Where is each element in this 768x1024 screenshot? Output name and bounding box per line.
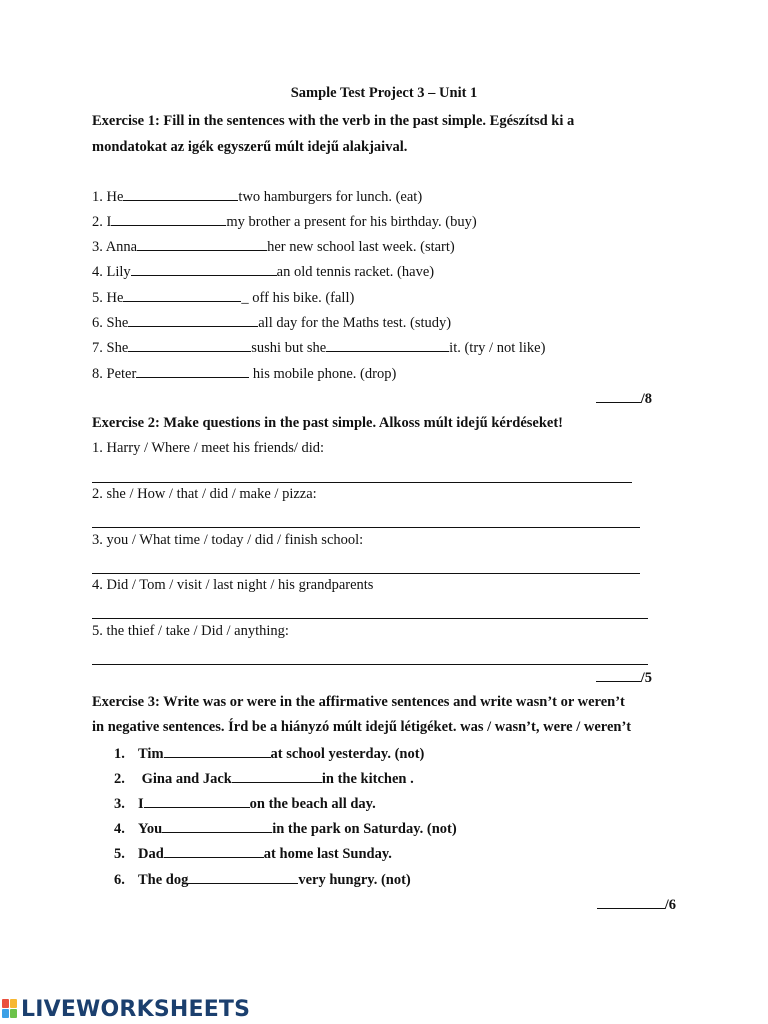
ex3-item-5 [114,845,392,863]
ex1-item-4-start: 4. Lily [92,264,131,280]
ex3-item-2-number: 2. [114,771,125,787]
ex3-item-2-end: in the kitchen . [321,771,414,787]
ex1-item-1-start: 1. He [92,189,124,205]
ex1-item-5-end: _ off his bike. (fall) [241,290,355,306]
ex1-blank-8[interactable] [136,365,249,378]
ex3-item-4-end: in the park on Saturday. (not) [272,821,457,837]
exercise-1-heading-cont: mondatokat az igék egyszerű múlt idejű alakjaival. [92,139,408,155]
ex1-item-6-end: all day for the Maths test. (study) [258,315,452,331]
ex3-item-6 [114,871,411,889]
ex3-item-6-end: very hungry. (not) [298,872,411,888]
exercise-3-heading-cont: in negative sentences. Írd be a hiányzó múlt idejű létigéket. was / wasn’t, were / weren’t [92,719,632,735]
ex2-score-label: /5 [640,670,652,686]
ex3-score [594,896,676,914]
ex3-item-5-end: at home last Sunday. [263,846,392,862]
ex3-blank-3[interactable] [144,795,250,808]
ex1-blank-6[interactable] [128,314,258,327]
liveworksheets-logo-icon [2,999,18,1019]
ex1-blank-4[interactable] [131,263,277,276]
ex3-item-3-number: 3. [114,796,125,812]
ex2-question-1: 1. Harry / Where / meet his friends/ did: [92,440,325,456]
page-title: Sample Test Project 3 – Unit 1 [290,85,478,101]
ex3-blank-5[interactable] [164,845,264,858]
ex1-score [595,390,652,408]
ex1-item-2 [92,213,477,231]
ex1-blank-5[interactable] [123,289,241,302]
ex3-blank-2[interactable] [232,770,322,783]
ex2-question-3: 3. you / What time / today / did / finish school: [92,532,364,548]
ex2-answer-line-5[interactable] [92,664,648,665]
ex1-item-6-start: 6. She [92,315,129,331]
ex3-score-label: /6 [664,897,676,913]
ex1-item-3-start: 3. Anna [92,239,138,255]
ex2-answer-line-4[interactable] [92,618,648,619]
ex3-item-3-end: on the beach all day. [249,796,376,812]
ex3-item-3-start: I [138,796,144,812]
ex1-score-label: /8 [640,391,652,407]
ex3-blank-6[interactable] [188,871,298,884]
ex3-item-2 [114,770,414,788]
ex1-item-8-start: 8. Peter [92,366,137,382]
ex3-item-4-number: 4. [114,821,125,837]
ex1-item-5-start: 5. He [92,290,124,306]
ex1-blank-2[interactable] [111,213,226,226]
ex1-item-3-end: her new school last week. (start) [267,239,455,255]
ex1-item-3 [92,238,455,256]
ex1-item-1-end: two hamburgers for lunch. (eat) [238,189,423,205]
ex3-item-6-start: The dog [138,872,189,888]
ex1-item-6 [92,314,451,332]
ex3-item-4 [114,820,457,838]
ex3-item-1-number: 1. [114,746,125,762]
ex3-blank-4[interactable] [162,820,272,833]
exercise-3-heading: Exercise 3: Write was or were in the affirmative sentences and write wasn’t or weren’t [92,694,625,710]
ex2-question-4: 4. Did / Tom / visit / last night / his grandparents [92,577,374,593]
exercise-2-heading: Exercise 2: Make questions in the past simple. Alkoss múlt idejű kérdéseket! [92,415,563,431]
ex1-item-2-start: 2. I [92,214,112,230]
ex1-blank-1[interactable] [123,188,238,201]
ex2-answer-line-1[interactable] [92,482,632,483]
exercise-1-heading: Exercise 1: Fill in the sentences with the verb in the past simple. Egészítsd ki a [92,113,575,129]
ex1-score-blank[interactable] [596,390,641,403]
ex1-blank-7b[interactable] [326,339,449,352]
ex3-item-3 [114,795,376,813]
ex3-item-1-start: Tim [138,746,164,762]
ex1-item-4 [92,263,434,281]
ex3-item-1-end: at school yesterday. (not) [270,746,425,762]
ex1-blank-3[interactable] [137,238,267,251]
ex3-blank-1[interactable] [164,745,271,758]
ex3-item-5-number: 5. [114,846,125,862]
ex2-score-blank[interactable] [596,669,641,682]
ex3-score-blank[interactable] [597,896,665,909]
ex3-item-4-start: You [138,821,163,837]
ex1-blank-7a[interactable] [128,339,251,352]
ex3-item-6-number: 6. [114,872,125,888]
ex2-answer-line-3[interactable] [92,573,640,574]
liveworksheets-logo[interactable] [2,997,250,1022]
ex3-item-2-start: Gina and Jack [138,771,232,787]
ex2-question-2: 2. she / How / that / did / make / pizza: [92,486,317,502]
ex1-item-2-end: my brother a present for his birthday. (buy) [226,214,477,230]
ex2-answer-line-2[interactable] [92,527,640,528]
ex1-item-7-end: it. (try / not like) [449,340,546,356]
ex1-item-8-end: his mobile phone. (drop) [249,366,397,382]
ex2-question-5: 5. the thief / take / Did / anything: [92,623,289,639]
ex3-item-1 [114,745,424,763]
ex3-item-5-start: Dad [138,846,164,862]
ex1-item-7 [92,339,545,357]
ex1-item-1 [92,188,422,206]
ex1-item-7-middle: sushi but she [251,340,327,356]
ex1-item-7-start: 7. She [92,340,129,356]
ex1-item-4-end: an old tennis racket. (have) [276,264,435,280]
ex1-item-8 [92,365,396,383]
liveworksheets-logo-text: LIVEWORKSHEETS [21,997,251,1022]
ex1-item-5 [92,289,354,307]
ex2-score [595,669,652,687]
